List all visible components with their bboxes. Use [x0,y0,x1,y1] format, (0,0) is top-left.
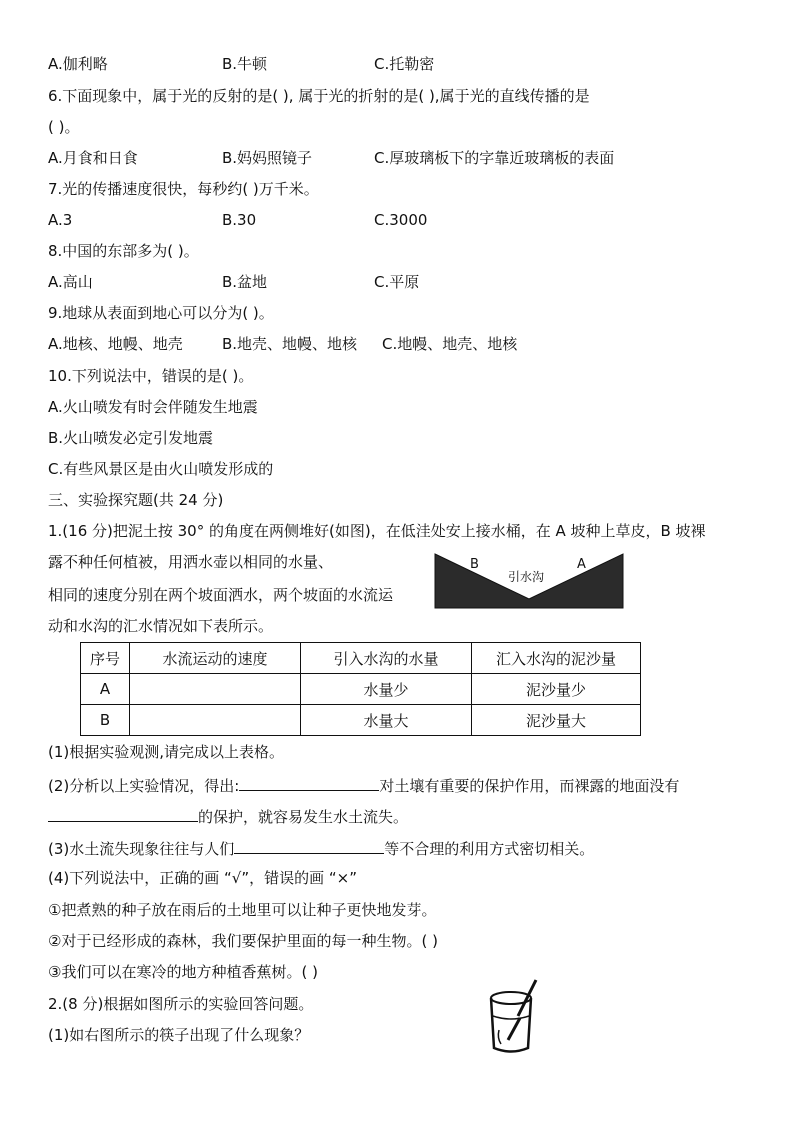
q10-question: 10.下列说法中，错误的是( )。 [48,367,254,385]
q10-option-c: C.有些风景区是由火山喷发形成的 [48,460,274,478]
q9-option-a: A.地核、地幔、地壳 [48,335,183,353]
judge-item-3: ③我们可以在寒冷的地方种植香蕉树。( ) [48,963,318,981]
table-cell: 泥沙量大 [472,705,641,736]
exp1-part2-suffix: 对土壤有重要的保护作用，而裸露的地面没有 [379,777,680,795]
q7-option-a: A.3 [48,211,73,229]
exp1-text-line1: 1.(16 分)把泥土按 30° 的角度在两侧堆好(如图)，在低洼处安上接水桶，在 A 坡种上草皮，B 坡裸 [48,522,706,540]
q6-option-c: C.厚玻璃板下的字靠近玻璃板的表面 [374,149,615,167]
exp1-part2-prefix: (2)分析以上实验情况，得出: [48,777,240,795]
q6-question: 6.下面现象中，属于光的反射的是( ), 属于光的折射的是( ),属于光的直线传播的是 [48,87,590,105]
answer-blank[interactable] [239,774,379,791]
exp2-title: 2.(8 分)根据如图所示的实验回答问题。 [48,995,314,1013]
table-cell: 水量少 [301,674,472,705]
judge-item-1: ①把煮熟的种子放在雨后的土地里可以让种子更快地发芽。 [48,901,437,919]
exp1-part3-prefix: (3)水土流失现象往往与人们 [48,840,235,858]
table-cell: 水量大 [301,705,472,736]
q5-option-a: A.伽利略 [48,55,108,73]
exp1-part2-line2 [48,805,408,827]
table-header: 引入水沟的水量 [301,643,472,674]
q5-option-c: C.托勒密 [374,55,435,73]
label-channel: 引水沟 [508,570,545,584]
table-cell: B [81,705,130,736]
exp1-part3 [48,837,594,859]
exp1-text-line3: 相同的速度分别在两个坡面洒水，两个坡面的水流运 [48,586,394,604]
exp1-part2-end: 的保护，就容易发生水土流失。 [198,808,409,826]
table-cell: A [81,674,130,705]
exp1-part3-suffix: 等不合理的利用方式密切相关。 [384,840,595,858]
q9-question: 9.地球从表面到地心可以分为( )。 [48,304,274,322]
q7-question: 7.光的传播速度很快，每秒约( )万千米。 [48,180,319,198]
q9-option-b: B.地壳、地幔、地核 [222,335,358,353]
q7-option-c: C.3000 [374,211,428,229]
judge-item-2: ②对于已经形成的森林，我们要保护里面的每一种生物。( ) [48,932,438,950]
table-cell-blank[interactable] [130,674,301,705]
table-cell: 泥沙量少 [472,674,641,705]
slope-diagram [434,553,624,609]
q9-option-c: C.地幔、地壳、地核 [382,335,518,353]
section-title: 三、实验探究题(共 24 分) [48,491,224,509]
answer-blank[interactable] [48,805,198,822]
label-a: A [577,557,586,572]
table-row [81,674,641,705]
exp2-question-1: (1)如右图所示的筷子出现了什么现象？ [48,1026,310,1044]
table-header: 序号 [81,643,130,674]
q10-option-a: A.火山喷发有时会伴随发生地震 [48,398,258,416]
table-header: 汇入水沟的泥沙量 [472,643,641,674]
table-cell-blank[interactable] [130,705,301,736]
q8-option-a: A.高山 [48,273,93,291]
answer-blank[interactable] [234,837,384,854]
experiment-table [80,642,641,736]
q6-option-a: A.月食和日食 [48,149,138,167]
q8-question: 8.中国的东部多为( )。 [48,242,199,260]
exp1-text-line4: 动和水沟的汇水情况如下表所示。 [48,617,274,635]
q6-question-cont: ( )。 [48,118,80,136]
q10-option-b: B.火山喷发必定引发地震 [48,429,214,447]
glass-chopstick-diagram [484,978,544,1056]
exp1-text-line2: 露不种任何植被，用洒水壶以相同的水量、 [48,553,334,571]
q7-option-b: B.30 [222,211,257,229]
exp1-part4: (4)下列说法中，正确的画 “√”，错误的画 “×” [48,869,357,887]
q8-option-b: B.盆地 [222,273,268,291]
q8-option-c: C.平原 [374,273,420,291]
q5-option-b: B.牛顿 [222,55,268,73]
table-header-row [81,643,641,674]
label-b: B [470,557,479,572]
q6-option-b: B.妈妈照镜子 [222,149,313,167]
table-header: 水流运动的速度 [130,643,301,674]
exp1-part2-line1 [48,774,679,796]
exp1-part1: (1)根据实验观测,请完成以上表格。 [48,743,285,761]
table-row [81,705,641,736]
